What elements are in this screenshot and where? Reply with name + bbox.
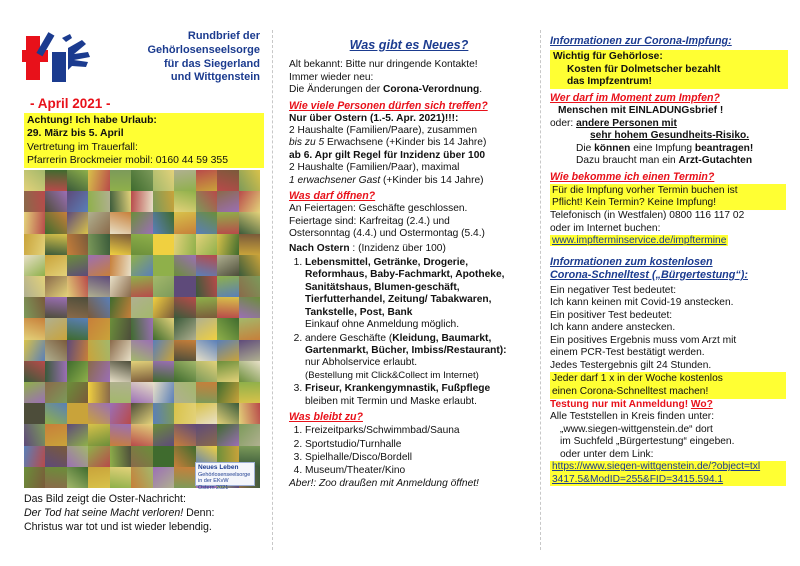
mosaic-photo-tile [239, 212, 260, 233]
easter-quote: Der Tod hat seine Macht verloren! [24, 506, 184, 519]
mosaic-photo-tile [110, 170, 131, 191]
title-line-4: und Wittgenstein [170, 71, 260, 84]
vaccine-title: Informationen zur Corona-Impfung: [550, 35, 732, 47]
mosaic-photo-tile [174, 191, 195, 212]
mosaic-photo-tile [131, 191, 152, 212]
mosaic-photo-tile [88, 318, 109, 339]
mosaic-photo-tile [110, 318, 131, 339]
mosaic-photo-tile [67, 170, 88, 191]
mosaic-photo-tile [24, 361, 45, 382]
vacation-notice [24, 113, 264, 168]
mosaic-photo-tile [24, 446, 45, 467]
mosaic-photo-tile [153, 403, 174, 424]
left-column [0, 0, 268, 566]
mosaic-photo-tile [131, 234, 152, 255]
easter-line-3: Christus war tot und ist wieder lebendig. [24, 520, 212, 533]
mosaic-photo-tile [217, 170, 238, 191]
list-item: 4. Museum/Theater/Kino [305, 465, 529, 477]
test-link-line-2[interactable]: 3417.5&ModID=255&FID=3415.594.1 [552, 473, 724, 485]
list-item: 2. Sportstudio/Turnhalle [305, 439, 529, 451]
mosaic-photo-tile [131, 255, 152, 276]
easter-rule-line-1: 2 Haushalte (Familien/Paare), zusammen [289, 125, 477, 137]
who-apply: beantragen! [694, 142, 754, 154]
list-item [305, 257, 529, 332]
mosaic-photo-tile [196, 318, 217, 339]
who-heading: Wer darf im Moment zum Impfen? [550, 92, 720, 105]
easter-line-1: Das Bild zeigt die Oster-Nachricht: [24, 493, 186, 505]
risk-persons: andere Personen mit [576, 117, 677, 129]
who-l4-mid: eine Impfung [630, 142, 695, 154]
mosaic-photo-tile [217, 255, 238, 276]
mosaic-photo-tile [153, 318, 174, 339]
test-line-7: Jedes Testergebnis gilt 24 Stunden. [550, 359, 712, 371]
after-easter-line [289, 243, 529, 255]
easter-rule-line-2 [289, 137, 529, 149]
mosaic-photo-tile [239, 424, 260, 445]
title-line-3: für das Siegerland [164, 57, 260, 70]
who-line-5 [550, 155, 795, 167]
mosaic-photo-tile [239, 403, 260, 424]
title-line-1: Rundbrief der [187, 30, 260, 42]
mosaic-photo-tile [174, 318, 195, 339]
easter-rule: Nur über Ostern (1.-5. Apr. 2021)!!!: [289, 112, 459, 124]
substitute-contact: Pfarrerin Brockmeier mobil: 0160 44 59 355 [27, 154, 228, 166]
mosaic-photo-tile [196, 424, 217, 445]
test-line-1: Ein negativer Test bedeutet: [550, 285, 677, 297]
easter-l2-rest: Erwachsene (+Kinder bis 14 Jahre) [324, 137, 487, 149]
mosaic-photo-tile [174, 467, 195, 488]
weekly-test-notice [550, 372, 786, 399]
mosaic-photo-tile [88, 467, 109, 488]
mosaic-photo-tile [196, 276, 217, 297]
mosaic-photo-tile [110, 212, 131, 233]
mosaic-photo-tile [153, 212, 174, 233]
vacation-dates: 29. März bis 5. April [27, 128, 124, 140]
mosaic-photo-tile [239, 318, 260, 339]
closed-list [289, 425, 529, 478]
title-line-2: Gehörlosenseelsorge [147, 43, 260, 56]
easter-badge [195, 462, 255, 491]
appointment-required [550, 184, 786, 211]
weekly-line-1: Jeder darf 1 x in der Woche kostenlos [552, 373, 723, 385]
news-intro-1: Alt bekannt: Bitte nur dringende Kontakte! [289, 59, 478, 71]
mosaic-photo-tile [24, 382, 45, 403]
mosaic-photo-tile [88, 340, 109, 361]
mosaic-photo-tile [174, 361, 195, 382]
mosaic-photo-tile [196, 382, 217, 403]
mosaic-photo-tile [131, 340, 152, 361]
mosaic-photo-tile [24, 467, 45, 488]
who-line-1: Menschen mit EINLADUNGsbrief ! [558, 105, 724, 117]
easter-message [24, 493, 268, 534]
mosaic-photo-tile [153, 255, 174, 276]
mosaic-photo-tile [239, 340, 260, 361]
mosaic-photo-tile [174, 297, 195, 318]
essential-shops: Lebensmittel, Getränke, Drogerie, Reformhaus, Baby-Fachmarkt, Apotheke, Sanitätshaus, Blumen-geschäft, Tierfutterhandel, Zeitung/ Tabakwaren, Tankstelle, Post, Bank [305, 256, 505, 318]
news-column [289, 38, 529, 490]
mosaic-photo-tile [67, 297, 88, 318]
mosaic-photo-tile [45, 234, 66, 255]
mosaic-photo-tile [131, 446, 152, 467]
mosaic-photo-tile [239, 234, 260, 255]
mosaic-photo-tile [67, 340, 88, 361]
appointment-heading: Wie bekomme ich einen Termin? [550, 170, 715, 183]
test-title-line-1: Informationen zum kostenlosen [550, 255, 713, 268]
mosaic-photo-tile [45, 255, 66, 276]
news-title: Was gibt es Neues? [349, 38, 469, 52]
where-line-4: oder unter dem Link: [560, 448, 654, 460]
guest-limit: 1 erwachsener Gast [289, 174, 381, 186]
mosaic-photo-tile [88, 297, 109, 318]
test-appt-pre: Testung nur mit Anmeldung! [550, 398, 691, 410]
mosaic-photo-tile [239, 361, 260, 382]
essential-shops-note: Einkauf ohne Anmeldung möglich. [305, 319, 460, 331]
mosaic-photo-tile [67, 212, 88, 233]
issue-date: - April 2021 - [30, 96, 111, 111]
mosaic-photo-tile [153, 424, 174, 445]
mosaic-photo-tile [24, 191, 45, 212]
after-l2-rest: (+Kinder bis 14 Jahre) [380, 174, 484, 186]
where-line-1: Alle Teststellen in Kreis finden unter: [550, 411, 715, 423]
after-easter-label: Nach Ostern [289, 243, 350, 255]
deaf-line-3: das Impfzentrum! [567, 76, 652, 88]
mosaic-photo-tile [88, 446, 109, 467]
mosaic-photo-tile [131, 276, 152, 297]
mosaic-photo-tile [88, 212, 109, 233]
mosaic-photo-tile [174, 340, 195, 361]
mosaic-photo-tile [88, 191, 109, 212]
list-item: 1. Freizeitparks/Schwimmbad/Sauna [305, 425, 529, 437]
mosaic-photo-tile [24, 255, 45, 276]
list-item [305, 383, 529, 408]
appt-line-1: Für die Impfung vorher Termin buchen ist [552, 184, 738, 196]
fold-line-1 [272, 30, 273, 550]
mosaic-photo-tile [217, 234, 238, 255]
news-intro-2: Immer wieder neu: [289, 71, 374, 83]
mosaic-photo-tile [110, 234, 131, 255]
mosaic-photo-tile [153, 297, 174, 318]
test-link-line-1[interactable]: https://www.siegen-wittgenstein.de/?object=txl [552, 461, 761, 473]
mosaic-photo-tile [217, 361, 238, 382]
badge-date: Ostern 2021 [198, 484, 229, 491]
mosaic-photo-tile [239, 382, 260, 403]
who-line-4 [550, 143, 795, 155]
mosaic-photo-tile [217, 297, 238, 318]
mosaic-photo-tile [67, 382, 88, 403]
mosaic-photo-tile [131, 297, 152, 318]
mosaic-photo-tile [153, 467, 174, 488]
open-shops-list [289, 257, 529, 408]
mosaic-photo-tile [196, 403, 217, 424]
mosaic-photo-tile [131, 382, 152, 403]
mosaic-photo-tile [196, 212, 217, 233]
mosaic-photo-tile [110, 424, 131, 445]
list-item [305, 333, 529, 383]
after-easter-rule: ab 6. Apr gilt Regel für Inzidenz über 100 [289, 149, 486, 161]
open-heading: Was darf öffnen? [289, 190, 376, 203]
test-line-5: Ein positives Ergebnis muss vom Arzt mit [550, 334, 737, 346]
mosaic-photo-tile [153, 276, 174, 297]
mosaic-photo-tile [88, 234, 109, 255]
mosaic-photo-tile [45, 318, 66, 339]
mosaic-photo-tile [196, 191, 217, 212]
mosaic-photo-tile [196, 234, 217, 255]
mosaic-photo-tile [217, 424, 238, 445]
mosaic-photo-tile [174, 382, 195, 403]
open-line-2: Feiertage sind: Karfreitag (2.4.) und [289, 215, 450, 227]
mosaic-photo-tile [24, 318, 45, 339]
mosaic-photo-tile [45, 212, 66, 233]
mosaic-photo-tile [88, 403, 109, 424]
who-l2-pre: oder: [550, 117, 577, 129]
mosaic-photo-tile [67, 318, 88, 339]
mosaic-photo-tile [67, 467, 88, 488]
mosaic-photo-tile [88, 361, 109, 382]
mosaic-photo-tile [24, 212, 45, 233]
deaf-line-2: Kosten für Dolmetscher bezahlt [567, 63, 721, 75]
mosaic-photo-tile [217, 403, 238, 424]
click-collect-note: (Bestellung mit Click&Collect im Internet) [305, 369, 479, 381]
mosaic-photo-tile [131, 424, 152, 445]
mosaic-photo-tile [110, 255, 131, 276]
mosaic-photo-tile [88, 170, 109, 191]
test-title [550, 256, 795, 282]
mosaic-photo-tile [153, 382, 174, 403]
mosaic-photo-tile [196, 255, 217, 276]
mosaic-photo-tile [196, 297, 217, 318]
mosaic-photo-tile [24, 276, 45, 297]
appt-phone: Telefonisch (in Westfalen) 0800 116 117 02 [550, 210, 745, 222]
mosaic-photo-tile [217, 276, 238, 297]
doctor-report: Arzt-Gutachten [678, 155, 753, 167]
mosaic-photo-tile [45, 424, 66, 445]
mosaic-photo-tile [131, 318, 152, 339]
services-note: bleiben mit Termin und Maske erlaubt. [305, 395, 477, 407]
mosaic-photo-tile [174, 212, 195, 233]
mosaic-photo-tile [239, 191, 260, 212]
mosaic-photo-tile [110, 403, 131, 424]
mosaic-photo-tile [45, 170, 66, 191]
mosaic-photo-tile [24, 234, 45, 255]
after-rule-line-1: 2 Haushalte (Familien/Paar), maximal [289, 162, 460, 174]
mosaic-photo-tile [174, 403, 195, 424]
zoo-note: Aber!: Zoo draußen mit Anmeldung öffnet! [289, 477, 479, 489]
badge-subtitle: Gehörlosenseelsorge in der EKvW [198, 471, 251, 485]
intro3-post: . [479, 84, 483, 96]
impfterminservice-link[interactable]: www.impfterminservice.de/impftermine [552, 235, 727, 247]
mosaic-photo-tile [174, 255, 195, 276]
other-shops: Kleidung, Baumarkt, Gartenmarkt, Bücher, Imbiss/Restaurant): [305, 332, 507, 356]
mosaic-photo-tile [45, 340, 66, 361]
mosaic-photo-tile [174, 446, 195, 467]
mosaic-photo-tile [239, 255, 260, 276]
mosaic-photo-tile [217, 340, 238, 361]
after-easter-rest: : (Inzidenz über 100) [349, 243, 446, 255]
mosaic-photo-tile [24, 170, 45, 191]
mosaic-photo-tile [217, 318, 238, 339]
fold-line-2 [540, 30, 541, 550]
mosaic-photo-tile [153, 446, 174, 467]
mosaic-photo-tile [88, 382, 109, 403]
mosaic-photo-tile [217, 191, 238, 212]
interpreter-notice [550, 50, 788, 89]
badge-title: Neues Leben [198, 464, 239, 471]
mosaic-photo-tile [24, 403, 45, 424]
mosaic-photo-tile [239, 170, 260, 191]
mosaic-photo-tile [239, 276, 260, 297]
mosaic-photo-tile [67, 403, 88, 424]
mosaic-photo-tile [239, 297, 260, 318]
who-line-3: sehr hohem Gesundheits-Risiko. [590, 130, 750, 142]
mosaic-photo-tile [131, 170, 152, 191]
mosaic-photo-tile [24, 424, 45, 445]
mosaic-photo-tile [67, 424, 88, 445]
mosaic-photo-tile [196, 170, 217, 191]
mosaic-photo-tile [110, 191, 131, 212]
mosaic-photo-tile [110, 382, 131, 403]
mosaic-photo-tile [153, 234, 174, 255]
mosaic-photo-tile [131, 212, 152, 233]
mosaic-photo-tile [45, 467, 66, 488]
mosaic-photo-tile [88, 276, 109, 297]
mosaic-photo-tile [153, 191, 174, 212]
easter-limit: bis zu 5 [289, 137, 325, 149]
mosaic-photo-tile [67, 446, 88, 467]
mosaic-photo-tile [196, 361, 217, 382]
church-logo-icon [22, 30, 94, 88]
deaf-line-1: Wichtig für Gehörlose: [553, 51, 663, 63]
mosaic-photo-tile [174, 170, 195, 191]
mosaic-photo-tile [45, 276, 66, 297]
mosaic-photo-tile [174, 424, 195, 445]
mosaic-photo-tile [67, 234, 88, 255]
mosaic-photo-tile [45, 191, 66, 212]
mosaic-photo-tile [45, 382, 66, 403]
persons-heading: Wie viele Personen dürfen sich treffen? [289, 99, 488, 112]
mosaic-photo-tile [45, 403, 66, 424]
test-line-6: einem PCR-Test bestätigt werden. [550, 347, 705, 359]
other-shops-note: nur Abholservice erlaubt. [305, 357, 418, 369]
mosaic-photo-tile [67, 255, 88, 276]
vacation-line-1: Achtung! Ich habe Urlaub: [27, 115, 157, 126]
who-can: können [594, 142, 631, 154]
mosaic-photo-tile [196, 340, 217, 361]
mosaic-photo-tile [153, 340, 174, 361]
mosaic-photo-tile [45, 446, 66, 467]
appt-line-4: oder im Internet buchen: [550, 222, 661, 234]
regulation-name: Corona-Verordnung [383, 84, 480, 96]
closed-heading: Was bleibt zu? [289, 411, 363, 424]
news-intro-3 [289, 84, 529, 96]
intro3-pre: Die Änderungen der [289, 84, 384, 96]
mosaic-photo-tile [67, 361, 88, 382]
where-line-2: „www.siegen-wittgenstein.de“ dort [560, 423, 713, 435]
mosaic-photo-tile [217, 382, 238, 403]
mosaic-photo-tile [45, 361, 66, 382]
test-line-4: Ich kann andere anstecken. [550, 322, 676, 334]
who-l4-pre: Die [576, 142, 595, 154]
test-line-2: Ich kann keinen mit Covid-19 anstecken. [550, 297, 734, 309]
who-l5-pre: Dazu braucht man ein [576, 155, 679, 167]
mosaic-photo-tile [110, 361, 131, 382]
mosaic-photo-tile [131, 403, 152, 424]
mosaic-photo-tile [110, 467, 131, 488]
services: Friseur, Krankengymnastik, Fußpflege [305, 383, 491, 395]
list-item: 3. Spielhalle/Disco/Bordell [305, 452, 529, 464]
test-link-box [550, 461, 786, 486]
test-where: Wo? [690, 398, 713, 410]
mosaic-photo-tile [24, 297, 45, 318]
open-line-1: An Feiertagen: Geschäfte geschlossen. [289, 203, 468, 215]
mosaic-photo-tile [24, 340, 45, 361]
vaccine-column [550, 35, 795, 486]
easter-line-2-rest: Denn: [183, 506, 215, 519]
mosaic-photo-tile [88, 255, 109, 276]
mosaic-photo-tile [110, 297, 131, 318]
other-shops-pre: andere Geschäfte ( [305, 332, 393, 344]
vacation-line-3: Vertretung im Trauerfall: [27, 141, 138, 153]
after-rule-line-2 [289, 175, 529, 187]
mosaic-photo-tile [110, 276, 131, 297]
mosaic-photo-tile [131, 467, 152, 488]
easter-photo-mosaic [24, 170, 260, 488]
mosaic-photo-tile [45, 297, 66, 318]
mosaic-photo-tile [131, 361, 152, 382]
where-line-3: im Suchfeld „Bürgertestung“ eingeben. [560, 436, 735, 448]
appt-line-2: Pflicht! Kein Termin? Keine Impfung! [552, 196, 717, 208]
mosaic-photo-tile [67, 276, 88, 297]
newsletter-title [104, 30, 260, 85]
mosaic-photo-tile [174, 234, 195, 255]
mosaic-photo-tile [88, 424, 109, 445]
test-line-3: Ein positiver Test bedeutet: [550, 309, 673, 321]
mosaic-photo-tile [217, 212, 238, 233]
who-line-2 [550, 118, 795, 130]
mosaic-photo-tile [110, 446, 131, 467]
mosaic-photo-tile [153, 170, 174, 191]
test-title-line-2: Corona-Schnelltest („Bürgertestung“): [550, 268, 748, 281]
open-line-3: Ostersonntag (4.4.) und Ostermontag (5.4.) [289, 228, 485, 240]
weekly-line-2: einen Corona-Schnelltest machen! [552, 385, 709, 397]
mosaic-photo-tile [153, 361, 174, 382]
mosaic-photo-tile [174, 276, 195, 297]
mosaic-photo-tile [67, 191, 88, 212]
test-appointment-heading [550, 399, 795, 411]
mosaic-photo-tile [110, 340, 131, 361]
